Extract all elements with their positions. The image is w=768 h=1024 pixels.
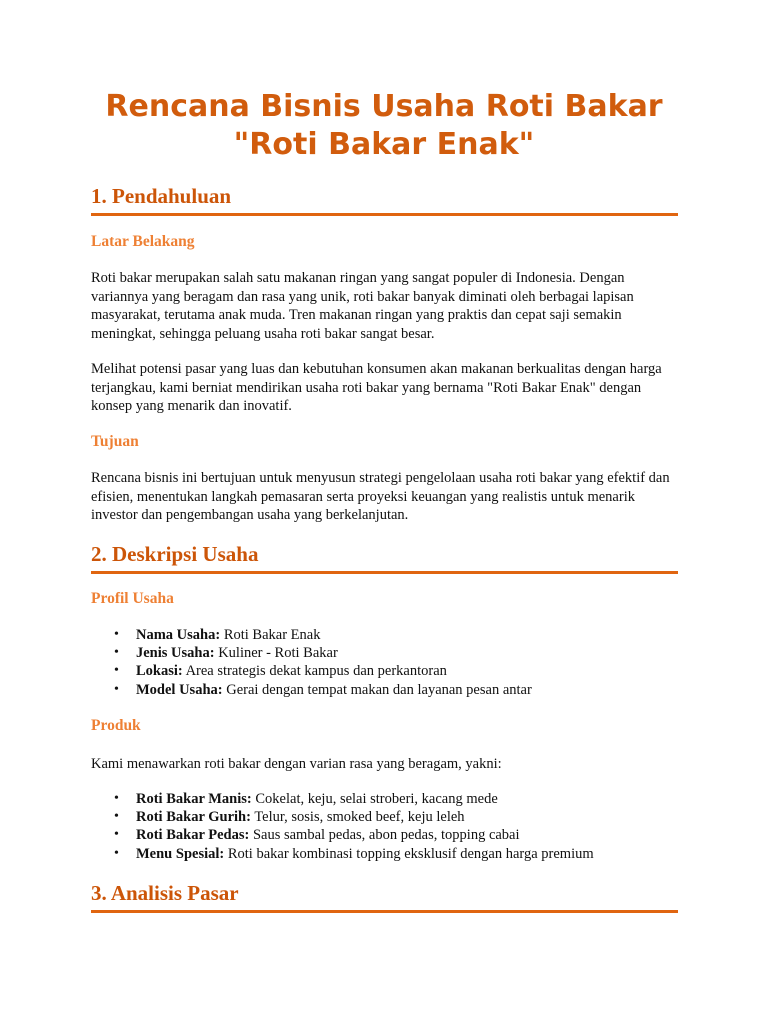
list-item-value: Roti Bakar Enak [220, 627, 321, 643]
section-analisis-pasar [91, 880, 678, 913]
subheading-produk: Produk [91, 717, 141, 734]
list-item-label: Model Usaha: [136, 681, 223, 698]
paragraph-latar-2: Melihat potensi pasar yang luas dan kebutuhan konsumen akan makanan berkualitas dengan harga terjangkau, kami berniat mendirikan usaha roti bakar yang bernama "Roti Bakar Enak" dengan konsep yang menarik dan inovatif. [91, 361, 662, 414]
produk-list [91, 790, 722, 863]
list-item-label: Lokasi: [136, 663, 183, 680]
list-item-label: Roti Bakar Gurih: [136, 809, 251, 826]
list-item-label: Roti Bakar Manis: [136, 791, 252, 807]
section-heading-deskripsi-usaha: 2. Deskripsi Usaha [91, 541, 678, 574]
section-pendahuluan [91, 183, 678, 216]
list-item-value: Telur, sosis, smoked beef, keju leleh [250, 809, 465, 826]
title-line-2: "Roti Bakar Enak" [233, 127, 535, 162]
list-item [136, 790, 722, 808]
paragraph-produk-intro: Kami menawarkan roti bakar dengan varian rasa yang beragam, yakni: [91, 756, 502, 772]
subheading-profil-usaha: Profil Usaha [91, 590, 174, 607]
list-item [136, 626, 722, 644]
list-item-value: Area strategis dekat kampus dan perkantoran [182, 663, 447, 680]
list-item-label: Nama Usaha: [136, 627, 221, 643]
subheading-latar-belakang: Latar Belakang [91, 233, 195, 250]
list-item-label: Menu Spesial: [136, 845, 225, 862]
subheading-tujuan: Tujuan [91, 433, 139, 450]
list-item [136, 644, 722, 662]
list-item [136, 826, 722, 844]
list-item-value: Roti bakar kombinasi topping eksklusif dengan harga premium [224, 845, 594, 862]
list-item [136, 845, 722, 863]
list-item-label: Jenis Usaha: [136, 645, 215, 662]
paragraph-latar-1: Roti bakar merupakan salah satu makanan ringan yang sangat populer di Indonesia. Dengan variannya yang beragam dan rasa yang unik, roti bakar banyak diminati oleh berbagai lapisan masyarakat, terutama anak muda. Tren makanan ringan yang praktis dan cepat saji semakin meningkat, sehingga peluang usaha roti bakar sangat besar. [91, 270, 634, 342]
list-item-value: Kuliner - Roti Bakar [214, 645, 338, 662]
list-item-value: Saus sambal pedas, abon pedas, topping cabai [249, 827, 520, 844]
section-heading-pendahuluan: 1. Pendahuluan [91, 183, 678, 216]
list-item [136, 662, 722, 680]
title-line-1: Rencana Bisnis Usaha Roti Bakar [105, 89, 663, 124]
list-item-value: Cokelat, keju, selai stroberi, kacang mede [251, 791, 498, 807]
list-item [136, 681, 722, 699]
section-deskripsi-usaha [91, 541, 678, 574]
list-item [136, 808, 722, 826]
profil-usaha-list [91, 626, 722, 699]
section-heading-analisis-pasar: 3. Analisis Pasar [91, 880, 678, 913]
paragraph-tujuan: Rencana bisnis ini bertujuan untuk menyusun strategi pengelolaan usaha roti bakar yang efektif dan efisien, menentukan langkah pemasaran serta proyeksi keuangan yang realistis untuk menarik investor dan pengembangan usaha yang berkelanjutan. [91, 470, 670, 523]
document-title [60, 88, 708, 164]
list-item-value: Gerai dengan tempat makan dan layanan pesan antar [222, 681, 532, 698]
list-item-label: Roti Bakar Pedas: [136, 827, 250, 844]
